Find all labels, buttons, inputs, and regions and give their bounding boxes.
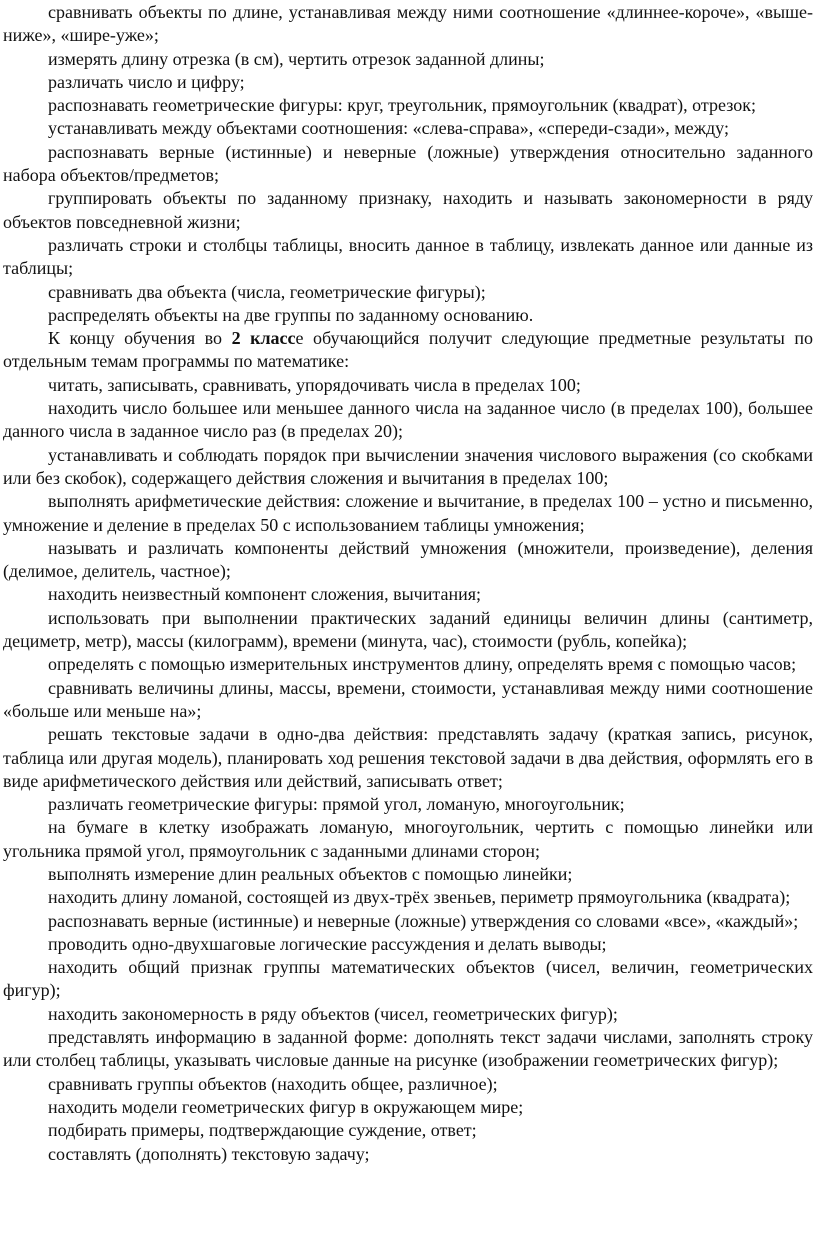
list-item: на бумаге в клетку изображать ломаную, многоугольник, чертить с помощью линейки или угольника прямой угол, прямоугольник с заданными длинами сторон; bbox=[3, 817, 813, 861]
list-item: решать текстовые задачи в одно-два действия: представлять задачу (краткая запись, рисунок, таблица или другая модель), планировать ход решения текстовой задачи в два действия, оформлять его в виде арифметического действия или действий, записывать ответ; bbox=[3, 724, 813, 791]
list-item: находить длину ломаной, состоящей из двух-трёх звеньев, периметр прямоугольника (квадрата); bbox=[48, 887, 791, 908]
list-item: сравнивать два объекта (числа, геометрические фигуры); bbox=[48, 281, 486, 302]
list-item: находить общий признак группы математических объектов (чисел, величин, геометрических фигур); bbox=[3, 957, 813, 1001]
grade1-results-list bbox=[3, 1, 813, 327]
list-item: распознавать верные (истинные) и неверные (ложные) утверждения со словами «все», «каждый»; bbox=[48, 910, 799, 931]
list-item: различать геометрические фигуры: прямой угол, ломаную, многоугольник; bbox=[48, 794, 625, 815]
list-item: распознавать геометрические фигуры: круг, треугольник, прямоугольник (квадрат), отрезок; bbox=[48, 95, 756, 116]
list-item: выполнять арифметические действия: сложение и вычитание, в пределах 100 – устно и письменно, умножение и деление в пределах 50 с использованием таблицы умножения; bbox=[3, 491, 813, 535]
list-item: находить модели геометрических фигур в окружающем мире; bbox=[48, 1096, 524, 1117]
list-item: измерять длину отрезка (в см), чертить отрезок заданной длины; bbox=[48, 48, 545, 69]
list-item: выполнять измерение длин реальных объектов с помощью линейки; bbox=[48, 863, 573, 884]
grade2-results-list bbox=[3, 374, 813, 1166]
list-item: находить число большее или меньшее данного числа на заданное число (в пределах 100), большее данного числа в заданное число раз (в пределах 20); bbox=[3, 398, 813, 442]
intro-grade-bold: 2 класс bbox=[231, 328, 296, 349]
list-item: проводить одно-двухшаговые логические рассуждения и делать выводы; bbox=[48, 933, 607, 954]
list-item: различать строки и столбцы таблицы, вносить данное в таблицу, извлекать данное или данные из таблицы; bbox=[3, 234, 813, 279]
intro-text-after: е обучающийся получит следующие предметные результаты по отдельным темам программы по математике: bbox=[3, 328, 813, 372]
list-item: различать число и цифру; bbox=[48, 71, 245, 92]
list-item: называть и различать компоненты действий умножения (множители, произведение), деления (делимое, делитель, частное); bbox=[3, 537, 813, 582]
list-item: представлять информацию в заданной форме: дополнять текст задачи числами, заполнять строку или столбец таблицы, указывать числовые данные на рисунке (изображении геометрических фигур); bbox=[3, 1027, 813, 1071]
grade2-intro-paragraph bbox=[3, 327, 813, 374]
list-item: сравнивать величины длины, массы, времени, стоимости, устанавливая между ними соотношение «больше или меньше на»; bbox=[3, 677, 813, 721]
list-item: находить закономерность в ряду объектов (чисел, геометрических фигур); bbox=[48, 1003, 618, 1024]
list-item: сравнивать группы объектов (находить общее, различное); bbox=[48, 1073, 498, 1094]
list-item: устанавливать между объектами соотношения: «слева-справа», «спереди-сзади», между; bbox=[48, 118, 729, 139]
list-item: сравнивать объекты по длине, устанавливая между ними соотношение «длиннее-короче», «выше-ниже», «шире-уже»; bbox=[3, 2, 813, 46]
list-item: составлять (дополнять) текстовую задачу; bbox=[48, 1143, 370, 1164]
list-item: группировать объекты по заданному признаку, находить и называть закономерности в ряду объектов повседневной жизни; bbox=[3, 188, 813, 232]
intro-text-before: К концу обучения во bbox=[48, 328, 232, 349]
list-item: подбирать примеры, подтверждающие суждение, ответ; bbox=[48, 1120, 477, 1141]
list-item: использовать при выполнении практических заданий единицы величин длины (сантиметр, дециметр, метр), массы (килограмм), времени (минута, час), стоимости (рубль, копейка); bbox=[3, 607, 813, 652]
list-item: определять с помощью измерительных инструментов длину, определять время с помощью часов; bbox=[48, 654, 797, 675]
list-item: читать, записывать, сравнивать, упорядочивать числа в пределах 100; bbox=[48, 374, 581, 395]
list-item: распределять объекты на две группы по заданному основанию. bbox=[48, 304, 534, 325]
list-item: устанавливать и соблюдать порядок при вычислении значения числового выражения (со скобками или без скобок), содержащего действия сложения и вычитания в пределах 100; bbox=[3, 444, 813, 488]
list-item: находить неизвестный компонент сложения, вычитания; bbox=[48, 584, 481, 605]
list-item: распознавать верные (истинные) и неверные (ложные) утверждения относительно заданного набора объектов/предметов; bbox=[3, 141, 813, 186]
